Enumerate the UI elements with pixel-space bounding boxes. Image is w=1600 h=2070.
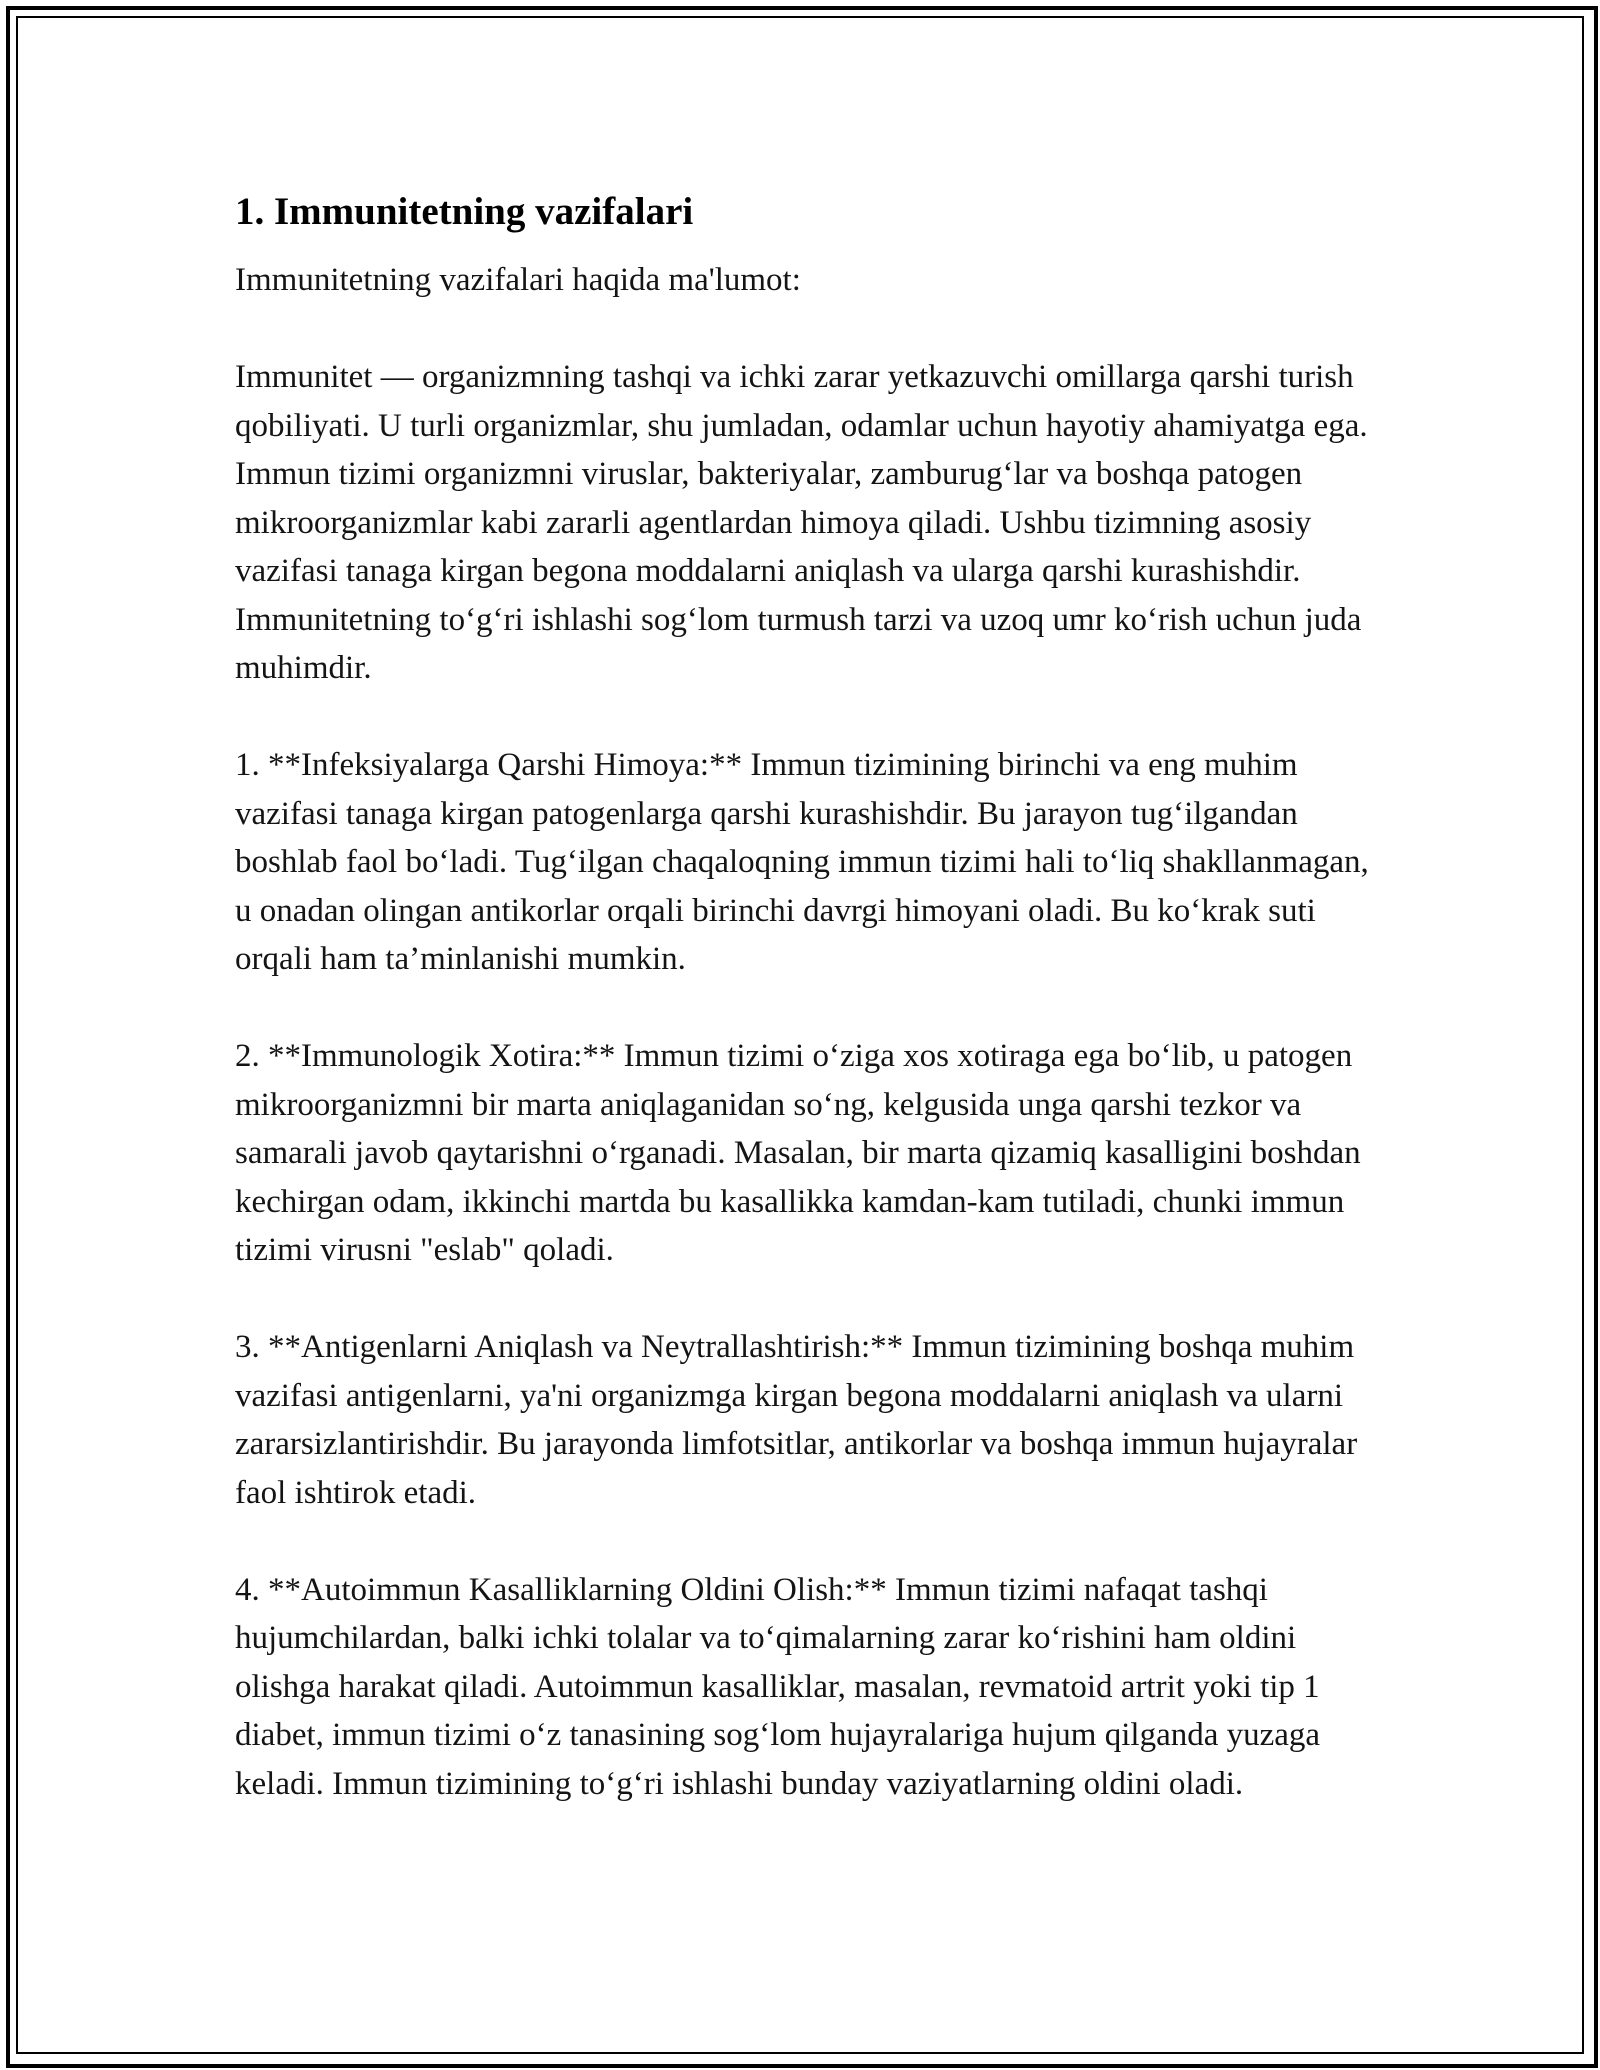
paragraph-immunity-definition: Immunitet — organizmning tashqi va ichki zarar yetkazuvchi omillarga qarshi turish qobiliyati. U turli organizmlar, shu jumladan, odamlar uchun hayotiy ahamiyatga ega. Immun tizimi organizmni viruslar, bakteriyalar, zamburug‘lar va boshqa patogen mikroorganizmlar kabi zararli agentlardan himoya qiladi. Ushbu tizimning asosiy vazifasi tanaga kirgan begona moddalarni aniqlash va ularga qarshi kurashishdir. Immunitetning to‘g‘ri ishlashi sog‘lom turmush tarzi va uzoq umr ko‘rish uchun juda muhimdir. <box>235 359 1368 686</box>
document-body <box>235 186 1375 1857</box>
intro-paragraph: Immunitetning vazifalari haqida ma'lumot: <box>235 262 801 298</box>
paragraph-infection-protection: 1. **Infeksiyalarga Qarshi Himoya:** Immun tizimining birinchi va eng muhim vazifasi tanaga kirgan patogenlarga qarshi kurashishdir. Bu jarayon tug‘ilgandan boshlab faol bo‘ladi. Tug‘ilgan chaqaloqning immun tizimi hali to‘liq shakllanmagan, u onadan olingan antikorlar orqali birinchi davrgi himoyani oladi. Bu ko‘krak suti orqali ham ta’minlanishi mumkin. <box>235 747 1369 977</box>
paragraph-antigen-detection: 3. **Antigenlarni Aniqlash va Neytrallashtirish:** Immun tizimining boshqa muhim vazifasi antigenlarni, ya'ni organizmga kirgan begona moddalarni aniqlash va ularni zararsizlantirishdir. Bu jarayonda limfotsitlar, antikorlar va boshqa immun hujayralar faol ishtirok etadi. <box>235 1329 1358 1511</box>
section-heading: 1. Immunitetning vazifalari <box>235 190 694 233</box>
paragraph-immunological-memory: 2. **Immunologik Xotira:** Immun tizimi o‘ziga xos xotiraga ega bo‘lib, u patogen mikroorganizmni bir marta aniqlaganidan so‘ng, kelgusida unga qarshi tezkor va samarali javob qaytarishni o‘rganadi. Masalan, bir marta qizamiq kasalligini boshdan kechirgan odam, ikkinchi martda bu kasallikka kamdan-kam tutiladi, chunki immun tizimi virusni "eslab" qoladi. <box>235 1038 1361 1268</box>
paragraph-autoimmune-prevention: 4. **Autoimmun Kasalliklarning Oldini Olish:** Immun tizimi nafaqat tashqi hujumchilardan, balki ichki tolalar va to‘qimalarning zarar ko‘rishini ham oldini olishga harakat qiladi. Autoimmun kasalliklar, masalan, revmatoid artrit yoki tip 1 diabet, immun tizimi o‘z tanasining sog‘lom hujayralariga hujum qilganda yuzaga keladi. Immun tizimining to‘g‘ri ishlashi bunday vaziyatlarning oldini oladi. <box>235 1571 1321 1802</box>
